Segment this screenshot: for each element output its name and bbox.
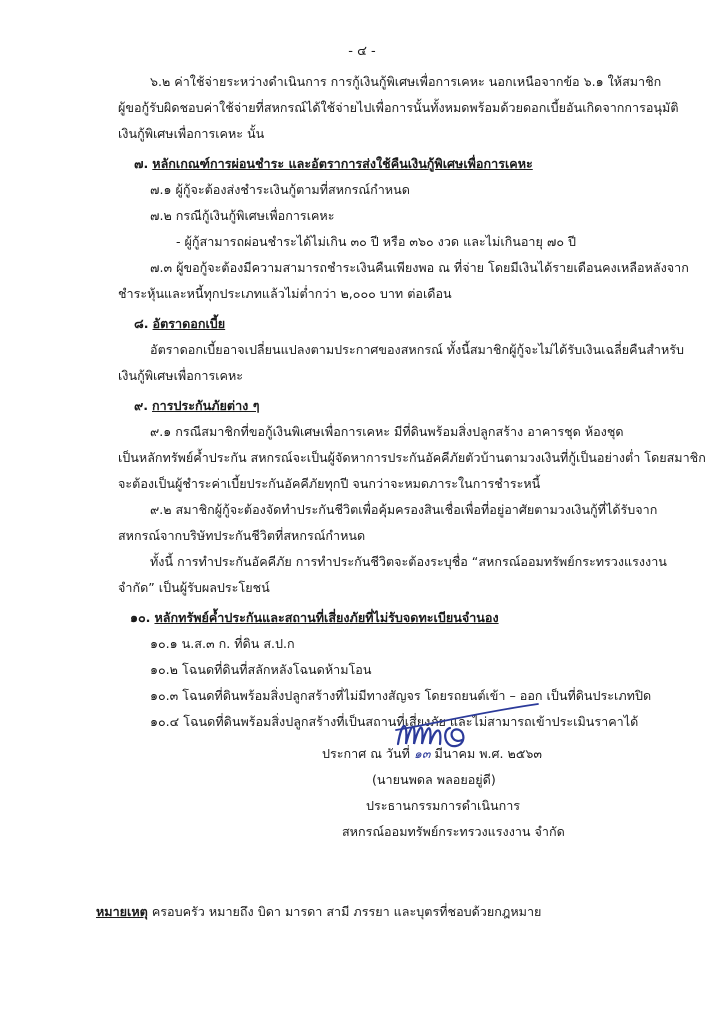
s9-2-line-1: ๙.๒ สมาชิกผู้กู้จะต้องจัดทำประกันชีวิตเพื่อคุ้มครองสินเชื่อเพื่อที่อยู่อาศัยตามวงเงินกู้ที่ได้รับจาก [150, 502, 658, 517]
s8-body-line-2: เงินกู้พิเศษเพื่อการเคหะ [118, 368, 244, 383]
s7-3-line-2: ชำระหุ้นและหนี้ทุกประเภทแล้วไม่ต่ำกว่า ๒,๐๐๐ บาท ต่อเดือน [118, 286, 452, 301]
s9-1-line-2: เป็นหลักทรัพย์ค้ำประกัน สหกรณ์จะเป็นผู้จัดหาการประกันอัคคีภัยตัวบ้านตามวงเงินที่กู้เป็นอย่างต่ำ โดยสมาชิก [118, 450, 706, 465]
section-10-heading [130, 608, 499, 628]
section-10-number: ๑๐. [130, 610, 151, 625]
s7-2-sub: - ผู้กู้สามารถผ่อนชำระได้ไม่เกิน ๓๐ ปี หรือ ๓๖๐ งวด และไม่เกินอายุ ๗๐ ปี [176, 234, 577, 249]
section-7-title: หลักเกณฑ์การผ่อนชำระ และอัตราการส่งใช้คืนเงินกู้พิเศษเพื่อการเคหะ [152, 156, 533, 171]
section-9-heading [134, 396, 259, 416]
remark-label: หมายเหตุ [96, 904, 148, 919]
section-7-heading [134, 154, 533, 174]
signatory-name: (นายนพดล พลอยอยู่ดี) [372, 772, 496, 787]
signature-graphic [392, 700, 542, 760]
section-10-title: หลักทรัพย์ค้ำประกันและสถานที่เสี่ยงภัยที่ไม่รับจดทะเบียนจำนอง [154, 610, 499, 625]
announce-prefix: ประกาศ ณ วันที่ [322, 746, 410, 761]
s6-2-line-1: ๖.๒ ค่าใช้จ่ายระหว่างดำเนินการ การกู้เงินกู้พิเศษเพื่อการเคหะ นอกเหนือจากข้อ ๖.๑ ให้สมาชิก [150, 74, 662, 89]
s7-3-line-1: ๗.๓ ผู้ขอกู้จะต้องมีความสามารถชำระเงินคืนเพียงพอ ณ ที่จ่าย โดยมีเงินได้รายเดือนคงเหลือหลังจาก [150, 260, 689, 275]
signatory-organization: สหกรณ์ออมทรัพย์กระทรวงแรงงาน จำกัด [342, 824, 565, 839]
announce-suffix: มีนาคม พ.ศ. ๒๕๖๓ [434, 746, 542, 761]
section-9-title: การประกันภัยต่าง ๆ [152, 398, 260, 413]
s9-note-line-2: จำกัด” เป็นผู้รับผลประโยชน์ [118, 580, 270, 595]
signatory-position: ประธานกรรมการดำเนินการ [366, 798, 521, 813]
section-7-number: ๗. [134, 156, 149, 171]
s6-2-line-3: เงินกู้พิเศษเพื่อการเคหะ นั้น [118, 126, 265, 141]
s8-body-line-1: อัตราดอกเบี้ยอาจเปลี่ยนแปลงตามประกาศของสหกรณ์ ทั้งนี้สมาชิกผู้กู้จะไม่ได้รับเงินเฉลี่ยคืนสำหรับ [150, 342, 685, 357]
s9-note-line-1: ทั้งนี้ การทำประกันอัคคีภัย การทำประกันชีวิตจะต้องระบุชื่อ “สหกรณ์ออมทรัพย์กระทรวงแรงงาน [150, 554, 667, 569]
remark [96, 902, 541, 922]
s7-2: ๗.๒ กรณีกู้เงินกู้พิเศษเพื่อการเคหะ [150, 208, 335, 223]
s6-2-line-2: ผู้ขอกู้รับผิดชอบค่าใช้จ่ายที่สหกรณ์ได้ใช้จ่ายไปเพื่อการนั้นทั้งหมดพร้อมด้วยดอกเบี้ยอันเกิดจากการอนุมัติ [118, 100, 679, 115]
announce-day: ๑๓ [413, 746, 431, 761]
s7-1: ๗.๑ ผู้กู้จะต้องส่งชำระเงินกู้ตามที่สหกรณ์กำหนด [150, 182, 410, 197]
s9-1-line-3: จะต้องเป็นผู้ชำระค่าเบี้ยประกันอัคคีภัยทุกปี จนกว่าจะหมดภาระในการชำระหนี้ [118, 476, 541, 491]
s10-item-2: ๑๐.๒ โฉนดที่ดินที่สลักหลังโฉนดห้ามโอน [150, 662, 372, 677]
remark-text: ครอบครัว หมายถึง บิดา มารดา สามี ภรรยา และบุตรที่ชอบด้วยกฎหมาย [151, 904, 542, 919]
s10-item-1: ๑๐.๑ น.ส.๓ ก. ที่ดิน ส.ป.ก [150, 636, 295, 651]
s10-item-3: ๑๐.๓ โฉนดที่ดินพร้อมสิ่งปลูกสร้างที่ไม่มีทางสัญจร โดยรถยนต์เข้า – ออก เป็นที่ดินประเภทปิด [150, 688, 652, 703]
section-8-heading [134, 314, 225, 334]
section-8-title: อัตราดอกเบี้ย [152, 316, 226, 331]
s9-1-line-1: ๙.๑ กรณีสมาชิกที่ขอกู้เงินพิเศษเพื่อการเคหะ มีที่ดินพร้อมสิ่งปลูกสร้าง อาคารชุด ห้องชุด [150, 424, 624, 439]
s9-2-line-2: สหกรณ์จากบริษัทประกันชีวิตที่สหกรณ์กำหนด [118, 528, 366, 543]
page-number: - ๔ - [348, 44, 376, 59]
section-8-number: ๘. [134, 316, 149, 331]
s10-item-4: ๑๐.๔ โฉนดที่ดินพร้อมสิ่งปลูกสร้างที่เป็นสถานที่เสี่ยงภัย และไม่สามารถเข้าประเมินราคาได้ [150, 714, 639, 729]
section-9-number: ๙. [134, 398, 149, 413]
